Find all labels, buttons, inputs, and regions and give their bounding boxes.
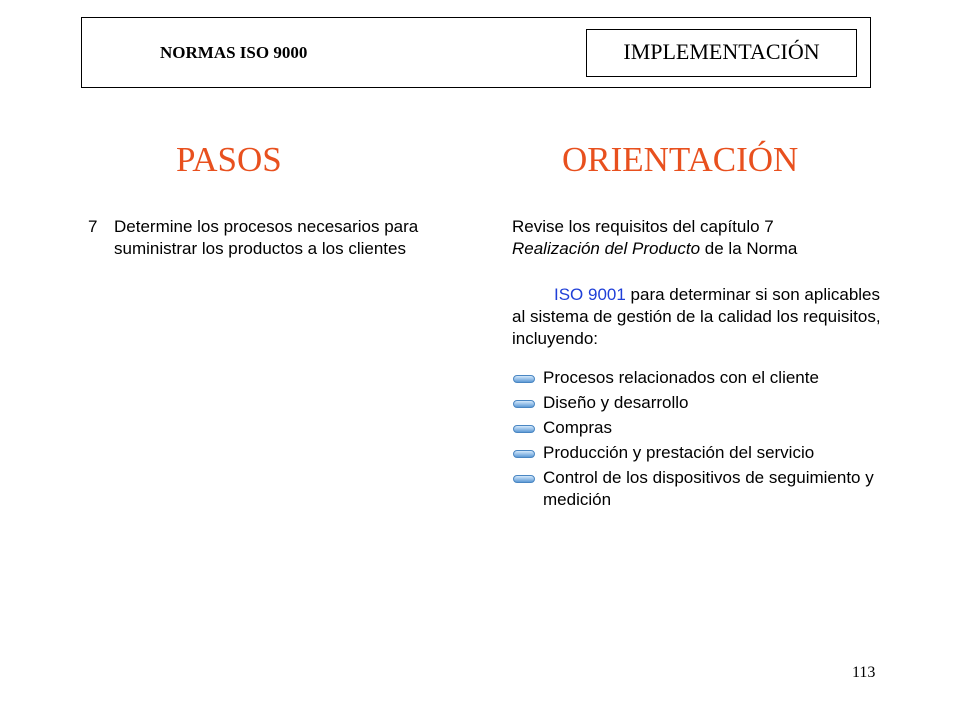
bullet-pill-icon [513, 475, 535, 483]
bullet-pill-icon [513, 375, 535, 383]
orientation-paragraph-2-text: para determinar si son aplicables al sistema de gestión de la calidad los requisitos, incluyendo: [512, 285, 881, 348]
requirements-list [512, 367, 892, 511]
iso-9001-link[interactable]: ISO 9001 [554, 285, 626, 304]
orientation-paragraph-1 [512, 216, 892, 260]
chapter-title: Realización del Producto [512, 239, 701, 258]
document-title: NORMAS ISO 9000 [160, 43, 308, 62]
bullet-pill-icon [513, 425, 535, 433]
orientation-line-1: Revise los requisitos del capítulo 7 [512, 217, 774, 236]
list-item: Procesos relacionados con el cliente [512, 367, 892, 389]
section-label-box: IMPLEMENTACIÓN [586, 29, 857, 77]
orientation-block [512, 216, 892, 514]
orientacion-heading: ORIENTACIÓN [562, 140, 799, 179]
page-number: 113 [852, 664, 876, 681]
list-item: Compras [512, 417, 892, 439]
step-number: 7 [88, 217, 98, 236]
header-box [81, 17, 871, 88]
bullet-pill-icon [513, 400, 535, 408]
orientation-paragraph-2 [512, 284, 892, 350]
list-item: Producción y prestación del servicio [512, 442, 892, 464]
pasos-heading: PASOS [176, 140, 282, 179]
step-text: Determine los procesos necesarios para suministrar los productos a los clientes [114, 217, 419, 258]
list-item: Control de los dispositivos de seguimiento y medición [512, 467, 892, 511]
list-item: Diseño y desarrollo [512, 392, 892, 414]
orientation-line-2-suffix: de la Norma [700, 239, 798, 258]
bullet-pill-icon [513, 450, 535, 458]
